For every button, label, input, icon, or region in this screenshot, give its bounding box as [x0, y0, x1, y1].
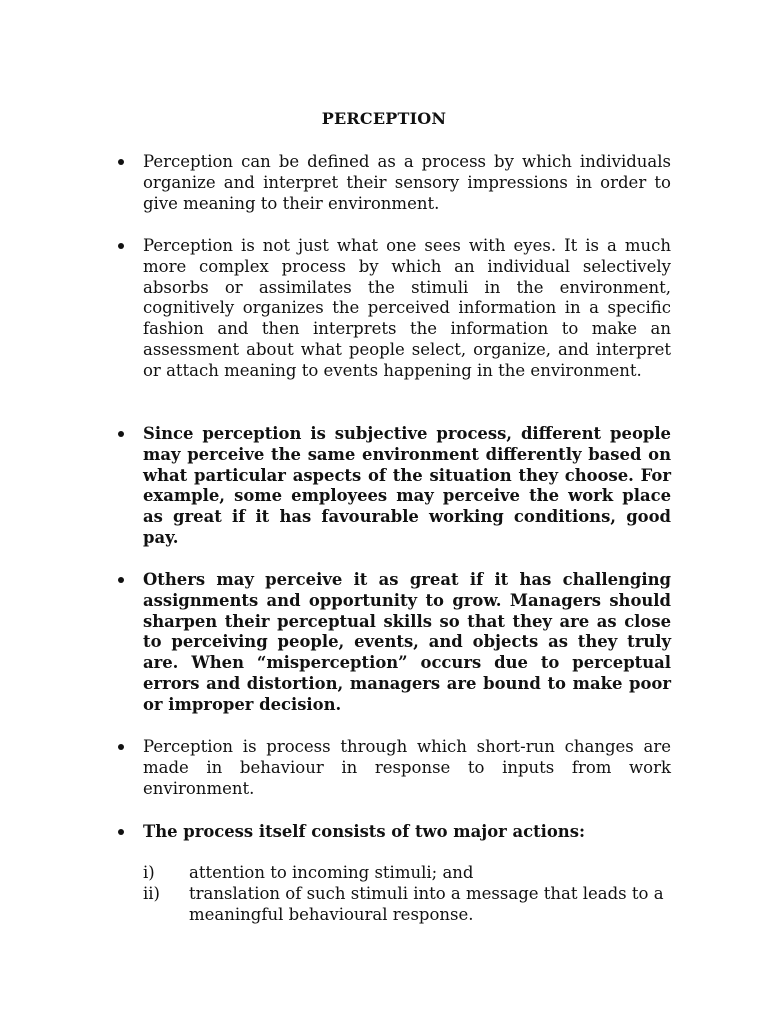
- sub-item-text: translation of such stimuli into a message that leads to a meaningful behavioural response.: [189, 884, 664, 924]
- sub-item-marker: i): [143, 863, 155, 882]
- bullet-text: Perception can be defined as a process by which individuals organize and interpret their sensory impressions in order to give meaning to their environment.: [143, 152, 671, 213]
- bullet-item-short-run-changes: [143, 737, 671, 799]
- bullet-dot-icon: [118, 829, 124, 835]
- bullet-item-definition: [143, 152, 671, 214]
- bullet-dot-icon: [118, 431, 124, 437]
- bullet-text: Others may perceive it as great if it has challenging assignments and opportunity to grow. Managers should sharpen their perceptual skills so that they are as close to perceiving people, events, and objects as they truly are. When “misperception” occurs due to perceptual errors and distortion, managers are bound to make poor or improper decision.: [143, 570, 671, 714]
- bullet-item-challenging-assignments: [143, 570, 671, 716]
- sub-item-marker: ii): [143, 884, 160, 903]
- bullet-item-subjective-process: [143, 424, 671, 549]
- sub-item-text: attention to incoming stimuli; and: [189, 863, 474, 882]
- sub-item-translation: [143, 883, 671, 925]
- page-title: PERCEPTION: [321, 109, 447, 128]
- sub-item-attention: [143, 862, 671, 883]
- bullet-item-two-actions: [143, 822, 671, 843]
- bullet-dot-icon: [118, 744, 124, 750]
- bullet-dot-icon: [118, 159, 124, 165]
- bullet-text: Perception is not just what one sees with eyes. It is a much more complex process by which an individual selectively absorbs or assimilates the stimuli in the environment, cognitively organizes the perceived information in a specific fashion and then interprets the information to make an assessment about what people select, organize, and interpret or attach meaning to events happening in the environment.: [143, 236, 671, 380]
- bullet-text: The process itself consists of two major actions:: [143, 822, 586, 841]
- bullet-text: Perception is process through which short-run changes are made in behaviour in response to inputs from work environment.: [143, 737, 671, 798]
- bullet-dot-icon: [118, 577, 124, 583]
- bullet-item-complex-process: [143, 236, 671, 382]
- sub-list-actions: [143, 862, 671, 925]
- bullet-dot-icon: [118, 243, 124, 249]
- bullet-text: Since perception is subjective process, different people may perceive the same environment differently based on what particular aspects of the situation they choose. For example, some employees may perceive the work place as great if it has favourable working conditions, good pay.: [143, 424, 671, 547]
